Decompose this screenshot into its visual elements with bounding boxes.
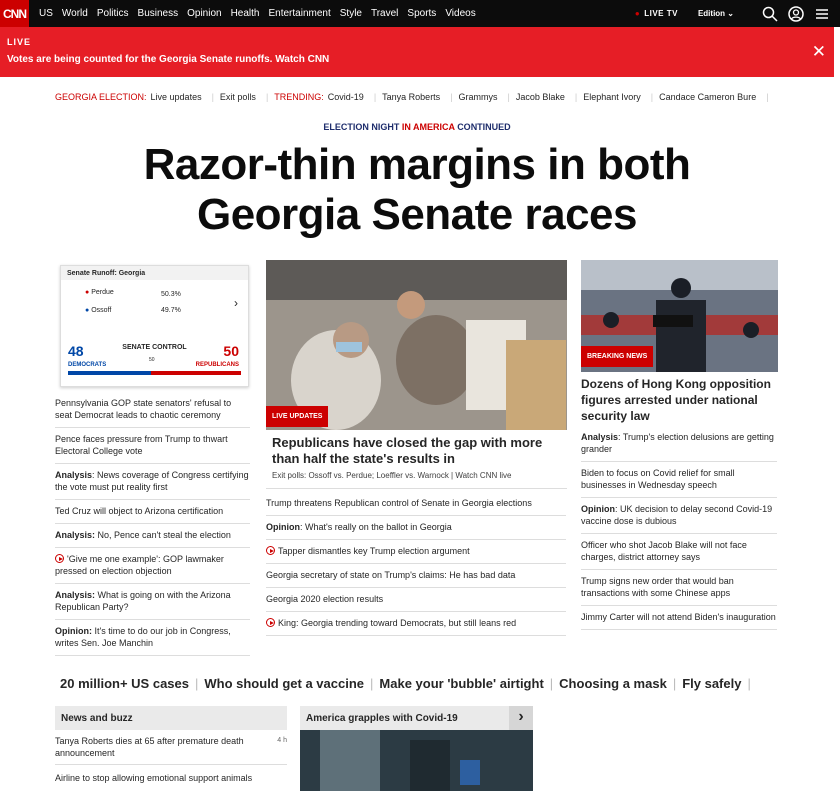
kicker-part: CONTINUED [457,122,511,132]
candidate-name: Ossoff [91,307,112,314]
story-lead: Opinion [581,504,615,514]
right-story-list [581,426,777,630]
play-icon [55,554,64,563]
banner-live-label: LIVE [7,37,32,47]
nav-link-sports[interactable]: Sports [407,8,437,19]
divider: | [672,676,677,691]
story-lead: Opinion [266,522,300,532]
live-updates-tag: LIVE UPDATES [266,406,328,427]
section-kicker[interactable] [0,122,834,132]
buzz-time: 4 h [277,737,287,744]
nav-link-travel[interactable]: Travel [370,8,399,19]
candidate-row [85,307,111,314]
story-link[interactable] [581,426,777,462]
dem-bar-fill [68,371,151,375]
story-link[interactable] [55,548,250,584]
live-tv-link[interactable] [635,9,678,18]
list-item[interactable] [55,765,287,791]
divider: | [650,92,654,102]
nav-link-us[interactable]: US [39,8,53,19]
story-link[interactable] [55,584,250,620]
left-story-list [55,392,250,656]
right-headline[interactable]: Dozens of Hong Kong opposition figures arrested under national security law [581,377,771,423]
widget-title: Senate Runoff: Georgia [61,266,248,280]
story-link[interactable] [581,498,777,534]
trend-item[interactable]: Tanya Roberts [382,92,441,102]
news-buzz-header[interactable]: News and buzz [55,706,287,730]
rep-dot-icon: ● [85,289,90,296]
covid-photo[interactable] [300,730,533,791]
nav-link-world[interactable]: World [61,8,88,19]
candidate-row [85,289,114,296]
divider: | [265,92,269,102]
divider: | [507,92,510,102]
senate-control-label: SENATE CONTROL [122,344,187,351]
story-link[interactable] [266,612,566,636]
story-lead: Analysis: [55,590,96,600]
story-link[interactable] [581,462,777,498]
divider: | [194,676,199,691]
vote-counting-image [266,260,567,430]
kicker-part: ELECTION NIGHT [323,122,400,132]
divider: | [747,676,751,691]
story-link[interactable] [266,492,566,516]
nav-link-opinion[interactable]: Opinion [187,8,222,19]
story-text: King: Georgia trending toward Democrats, but still leans red [278,618,517,628]
divider: | [549,676,554,691]
kicker-part: IN AMERICA [401,122,455,132]
covid-box-title: America grapples with Covid-19 [306,713,458,724]
live-dot-icon: ● [634,9,641,18]
edition-menu[interactable] [698,9,734,18]
dem-dot-icon: ● [85,307,90,314]
story-link[interactable] [581,606,777,630]
breaking-news-tag: BREAKING NEWS [581,346,653,367]
covid-section-links [60,676,757,691]
trend-item[interactable]: Grammys [458,92,498,102]
section-link[interactable]: Make your 'bubble' airtight [379,676,544,691]
story-link[interactable] [55,500,250,524]
story-link[interactable] [266,564,566,588]
news-buzz-list [55,734,287,791]
story-text: : What's really on the ballot in Georgia [300,522,452,532]
center-headline[interactable]: Republicans have closed the gap with more than half the state's results in [272,435,543,466]
story-text: : UK decision to delay second Covid-19 vaccine dose is dubious [581,504,773,526]
divider: | [450,92,453,102]
senate-control-bar [68,371,241,375]
top-nav [0,0,840,27]
hong-kong-photo[interactable] [581,260,778,372]
cnn-logo[interactable]: CNN [0,0,29,27]
story-link[interactable] [55,620,250,656]
divider: | [370,676,374,691]
story-text: : News coverage of Congress certifying the vote must put reality first [55,470,249,492]
section-link[interactable]: 20 million+ US cases [60,676,189,691]
story-text: 'Give me one example': GOP lawmaker pressed on election objection [55,554,224,576]
georgia-election-photo[interactable] [266,260,567,430]
election-widget[interactable] [60,265,249,387]
divider [266,488,567,489]
dem-label: DEMOCRATS [68,362,107,368]
story-text: What is going on with the Arizona Republican Party? [55,590,231,612]
center-subline[interactable]: Exit polls: Ossoff vs. Perdue; Loeffler vs. Warnock | Watch CNN live [272,471,512,480]
live-banner[interactable] [0,27,834,77]
story-text: Biden to focus on Covid relief for small businesses in Wednesday speech [581,468,735,490]
menu-icon[interactable] [814,6,830,22]
nav-link-videos[interactable]: Videos [445,8,476,19]
live-tv-label: LIVE TV [644,9,678,18]
story-text: Georgia 2020 election results [266,594,384,604]
trend-item[interactable]: Jacob Blake [515,92,565,102]
story-link[interactable] [55,524,250,548]
trend-live-updates[interactable]: Live updates [150,92,202,102]
story-lead: Analysis [581,432,619,442]
trending-bar [55,92,775,102]
hospital-image [300,730,533,791]
story-text: Pence faces pressure from Trump to thwart Electoral College vote [55,434,228,456]
center-story-list [266,492,566,636]
story-text: : Trump's election delusions are getting grander [581,432,774,454]
nav-link-health[interactable]: Health [230,8,260,19]
close-icon[interactable]: ✕ [811,42,826,61]
story-text: Officer who shot Jacob Blake will not face charges, district attorney says [581,540,747,562]
story-link[interactable] [266,540,566,564]
story-lead: Analysis [55,470,93,480]
story-link[interactable] [55,428,250,464]
chevron-right-icon[interactable]: › [509,706,533,730]
story-text: Georgia secretary of state on Trump's claims: He has bad data [266,570,516,580]
divider: | [766,92,769,102]
trend-item[interactable]: Covid-19 [327,92,364,102]
georgia-election-label: GEORGIA ELECTION: [55,92,147,102]
nav-link-politics[interactable]: Politics [96,8,129,19]
banner-message[interactable]: Votes are being counted for the Georgia Senate runoffs. Watch CNN [7,54,330,65]
story-lead: Analysis: [55,530,96,540]
story-text: Trump threatens Republican control of Senate in Georgia elections [266,498,532,508]
main-headline[interactable]: Razor-thin margins in both Georgia Senate races [143,140,691,239]
candidate-pct: 50.3% [161,291,181,298]
story-link[interactable] [266,516,566,540]
story-link[interactable] [55,392,250,428]
list-item[interactable] [55,734,287,765]
candidate-name: Perdue [91,289,114,296]
story-text: Trump signs new order that would ban transactions with some Chinese apps [581,576,734,598]
nav-right [635,0,830,27]
edition-label: Edition [697,9,726,18]
story-text: It's time to do our job in Congress, writes Sen. Joe Manchin [55,626,231,648]
half-marker: 50 [149,357,155,363]
nav-links [39,8,485,19]
story-text: Pennsylvania GOP state senators' refusal to seat Democrat leads to chaotic ceremony [55,398,232,420]
rep-seats: 50 [223,343,239,359]
story-text: Tapper dismantles key Trump election argument [278,546,470,556]
nav-link-business[interactable]: Business [137,8,179,19]
play-icon [266,546,275,555]
story-link[interactable] [266,588,566,612]
divider: | [373,92,377,102]
trending-label: TRENDING: [274,92,324,102]
search-icon[interactable] [762,6,778,22]
story-text: Ted Cruz will object to Arizona certification [55,506,224,516]
section-link[interactable]: Fly safely [682,676,742,691]
story-link[interactable] [581,534,777,570]
chevron-down-icon: ⌄ [727,9,734,18]
rep-label: REPUBLICANS [195,362,239,368]
account-icon[interactable] [788,6,804,22]
story-link[interactable] [55,464,250,500]
story-link[interactable] [581,570,777,606]
trend-exit-polls[interactable]: Exit polls [219,92,256,102]
section-link[interactable]: Who should get a vaccine [204,676,365,691]
chevron-right-icon[interactable]: › [234,296,238,310]
candidate-pct: 49.7% [161,307,181,314]
play-icon [266,618,275,627]
covid-box-header[interactable] [300,706,533,730]
buzz-text: Tanya Roberts dies at 65 after premature death announcement [55,736,244,758]
story-lead: Opinion: [55,626,92,636]
trend-item[interactable]: Elephant Ivory [583,92,641,102]
story-text: Jimmy Carter will not attend Biden's inauguration [581,612,776,622]
buzz-text: Airline to stop allowing emotional support animals [55,773,253,783]
dem-seats: 48 [68,343,84,359]
divider: | [574,92,578,102]
nav-link-style[interactable]: Style [339,8,362,19]
story-text: No, Pence can't steal the election [95,530,231,540]
nav-link-entertainment[interactable]: Entertainment [268,8,331,19]
divider: | [211,92,214,102]
section-link[interactable]: Choosing a mask [559,676,667,691]
trend-item[interactable]: Candace Cameron Bure [659,92,757,102]
